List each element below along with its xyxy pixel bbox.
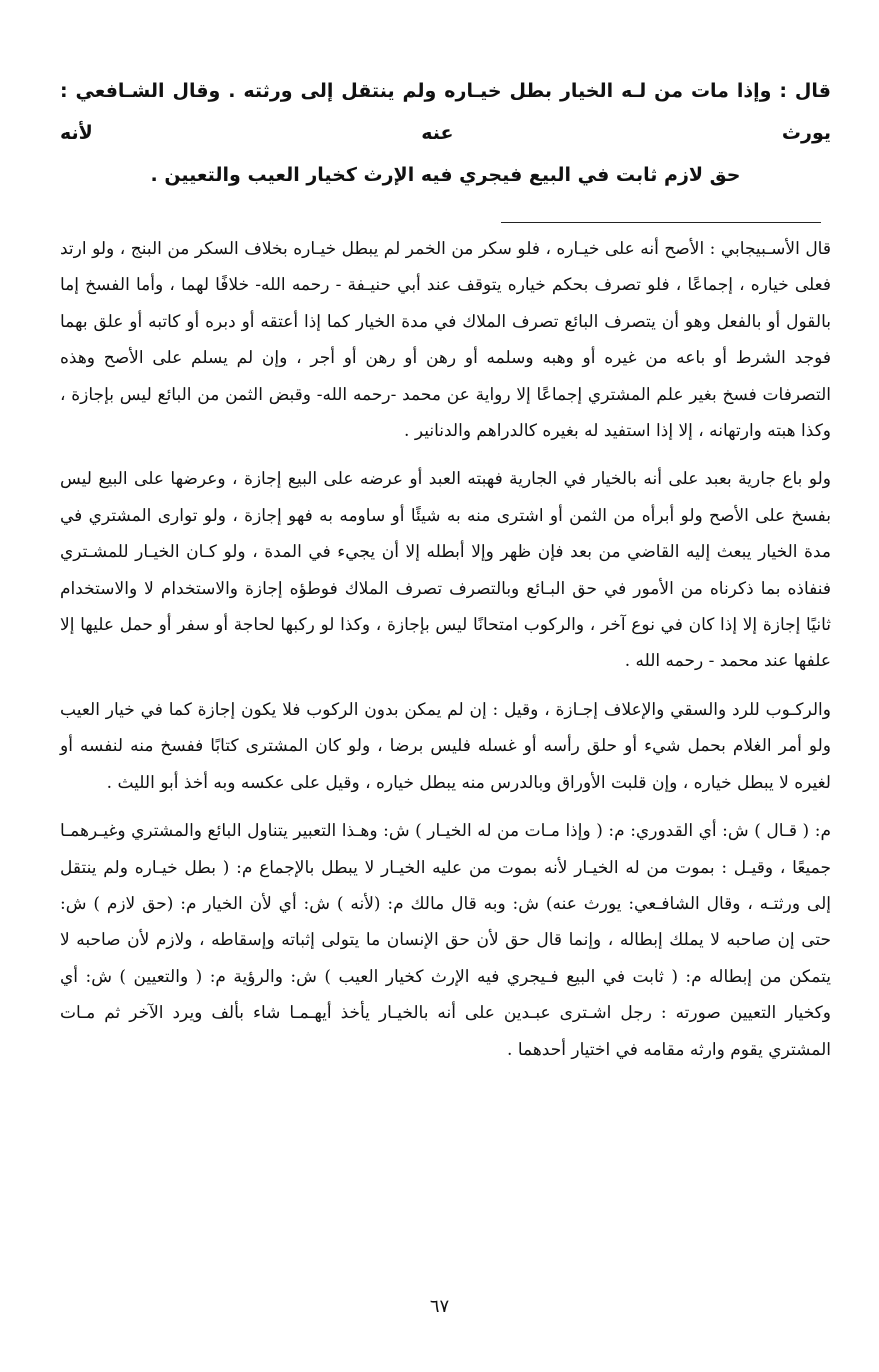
page-number: ٦٧ bbox=[429, 1296, 450, 1317]
matn-header bbox=[60, 70, 831, 196]
commentary-paragraph-3: والركـوب للرد والسقي والإعلاف إجـازة ، وقيل : إن لم يمكن بدون الركوب فلا يكون إجازة كما في خيار العيب ولو أمر الغلام بحمل شيء أو حلق رأسه أو غسله فليس برضا ، ولو كان المشترى كتابًا ففسخ منه لنفسه أو لغيره لا يبطل خياره ، وإن قلبت الأوراق وبالدرس منه يبطل خياره ، وقيل على عكسه وبه أخذ أبو الليث . bbox=[60, 699, 831, 793]
matn-header-line-1: قال : وإذا مات من لـه الخيار بطل خيـاره ولم ينتقل إلى ورثته . وقال الشـافعي : يورث عنه لأنه bbox=[60, 80, 831, 144]
commentary-paragraph-4: م: ( قـال ) ش: أي القدوري: م: ( وإذا مـات من له الخيـار ) ش: وهـذا التعبير يتناول البائع والمشتري وغيـرهمـا جميعًا ، وقيـل : بموت من له الخيـار لأنه بموت من عليه الخيـار لا يبطل بالإجماع م: ( بطل خيـاره ولم ينتقل إلى ورثتـه ، وقال الشافـعي: يورث عنه) ش: وبه قال مالك م: (لأنه ) ش: أي لأن الخيار م: (حق لازم ) ش: حتى إن صاحبه لا يملك إبطاله ، وإنما قال حق لأن حق الإنسان ما يتولى إثباته وإسقاطه ، ولازم لأن صاحبه لا يتمكن من إبطاله م: ( ثابت في البيع فـيجري فيه الإرث كخيار العيب ) ش: والرؤية م: ( والتعيين ) ش: أي وكخيار التعيين صورته : رجل اشـترى عبـدين على أنه بالخيـار يأخذ أيهـمـا شاء بألف ويرد الآخر ثم مـات المشتري يقوم وارثه مقامه في اختيار أحدهما . bbox=[60, 821, 831, 1060]
matn-header-line-2: حق لازم ثابت في البيع فيجري فيه الإرث كخيار العيب والتعيين . bbox=[150, 164, 741, 186]
commentary-paragraph-1: قال الأسـبيجابي : الأصح أنه على خيـاره ، فلو سكر من الخمر لم يبطل خيـاره بخلاف السكر من البنج ، ولو ارتد فعلى خياره ، إجماعًا ، فلو تصرف بحكم خياره يتوقف عند أبي حنيـفة - رحمه الله- خلافًا لهما ، وأما الفسخ إما بالقول أو بالفعل وهو أن يتصرف البائع تصرف الملاك في مدة الخيار كما إذا أعتقه أو دبره أو كاتبه أو علق بهما فوجد الشرط أو باعه من غيره أو وهبه وسلمه أو رهن أو رهن أو أجر ، وإن لم يسلم على الأصح وهذه التصرفات فسخ بغير علم المشتري إجماعًا إلا رواية عن محمد -رحمه الله- وقبض الثمن من البائع ليس بإجازة ، وكذا هبته وارتهانه ، إلا إذا استفيد له بغيره كالدراهم والدنانير . bbox=[60, 239, 831, 442]
footnote-divider bbox=[501, 222, 821, 223]
commentary-paragraph-2: ولو باع جارية بعبد على أنه بالخيار في الجارية فهبته العبد أو عرضه على البيع إجازة ، وعرضها على البيع ليس بفسخ على الأصح ولو أبرأه من الثمن أو اشترى منه به شيئًا أو ساومه به فهو إجازة ، ولو توارى المشتري في مدة الخيار يبعث إليه القاضي من بعد فإن ظهر وإلا أبطله إلا أن يجيء في المدة ، ولو كـان الخيـار للمشـتري فنفاذه بما ذكرناه من الأمور في حق البـائع وبالتصرف تصرف الملاك فوطؤه إجازة والاستخدام لا والاستخدام ثانيًا إجازة إلا إذا كان في نوع آخر ، والركوب امتحانًا ليس بإجازة ، وكذا لو ركبها لحاجة أو سفر أو حمل عليها إلا علفها عند محمد - رحمه الله . bbox=[60, 469, 831, 672]
